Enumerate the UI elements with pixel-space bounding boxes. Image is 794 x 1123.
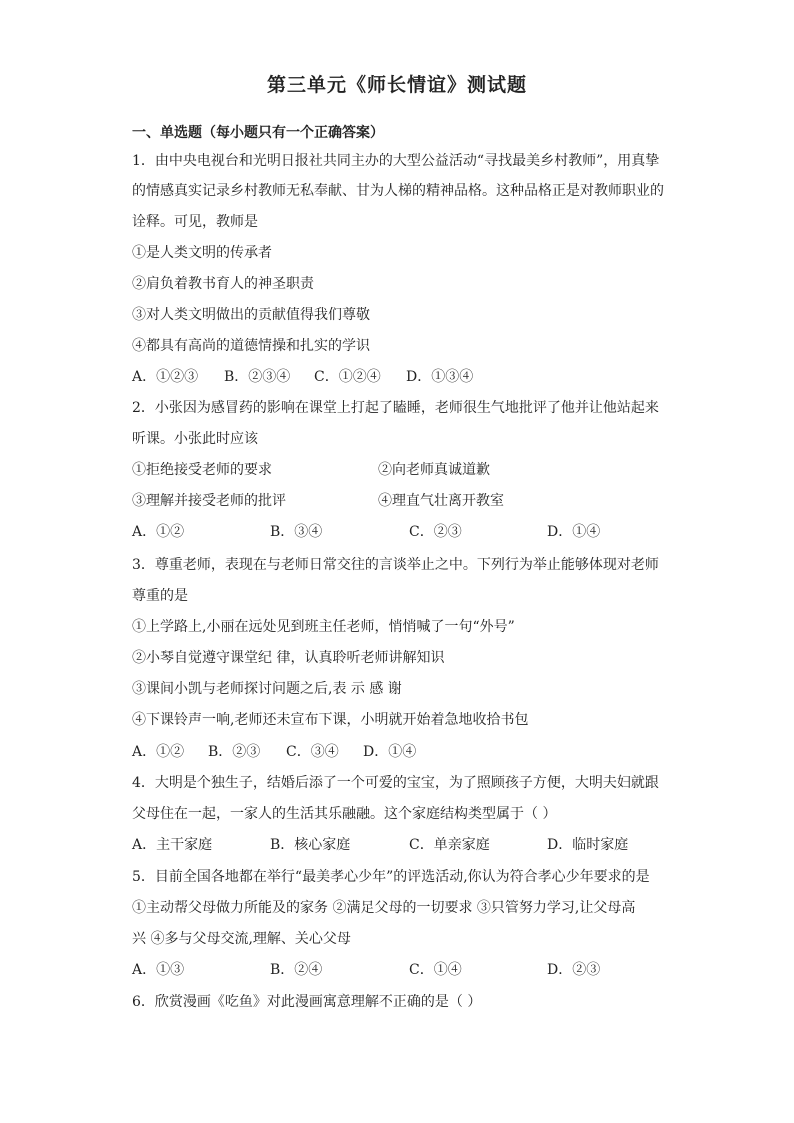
question-5-option-d: D．②③ xyxy=(547,962,601,978)
question-2-option-a: A．①② xyxy=(132,524,185,540)
question-1-line-2: 的情感真实记录乡村教师无私奉献、甘为人梯的精神品格。这种品格正是对教师职业的 xyxy=(132,183,664,199)
question-1-line-3: 诠释。可见，教师是 xyxy=(132,214,258,230)
question-1-option-c: C．①②④ xyxy=(314,369,381,385)
question-4-option-b: B．核心家庭 xyxy=(270,837,351,853)
question-3-option-d: D．①④ xyxy=(363,744,417,760)
question-3-line-2: 尊重的是 xyxy=(132,588,188,604)
question-1-option-a: A．①②③ xyxy=(132,369,199,385)
section-heading: 一、单选题（每小题只有一个正确答案） xyxy=(132,125,384,141)
question-5-option-a: A．①③ xyxy=(132,962,185,978)
question-4-option-c: C．单亲家庭 xyxy=(409,837,490,853)
question-5-option-b: B．②④ xyxy=(270,962,323,978)
question-3-item-2: ②小琴自觉遵守课堂纪 律，认真聆听老师讲解知识 xyxy=(132,650,445,666)
question-2-item-1: ①拒绝接受老师的要求 xyxy=(132,462,272,478)
question-2-line-2: 听课。小张此时应该 xyxy=(132,431,258,447)
question-4-line-1: 4．大明是个独生子，结婚后添了一个可爱的宝宝，为了照顾孩子方便，大明夫妇就跟 xyxy=(132,775,659,791)
question-1-option-b: B．②③④ xyxy=(224,369,291,385)
question-5-line-1: 5．目前全国各地都在举行“最美孝心少年”的评选活动,你认为符合孝心少年要求的是 xyxy=(132,869,650,885)
question-2-option-b: B．③④ xyxy=(270,524,323,540)
question-1-item-1: ①是人类文明的传承者 xyxy=(132,245,272,261)
question-6-line-1: 6．欣赏漫画《吃鱼》对此漫画寓意理解不正确的是（ ） xyxy=(132,994,482,1010)
question-5-line-3: 兴 ④多与父母交流,理解、关心父母 xyxy=(132,931,351,947)
question-4-option-d: D．临时家庭 xyxy=(547,837,629,853)
question-2-option-d: D．①④ xyxy=(547,524,601,540)
question-2-item-2: ②向老师真诚道歉 xyxy=(378,462,490,478)
question-1-item-4: ④都具有高尚的道德情操和扎实的学识 xyxy=(132,338,370,354)
question-2-option-c: C．②③ xyxy=(409,524,462,540)
question-5-line-2: ①主动帮父母做力所能及的家务 ②满足父母的一切要求 ③只管努力学习,让父母高 xyxy=(132,900,636,916)
question-2-items-row-2 xyxy=(132,491,672,511)
question-3-line-1: 3．尊重老师，表现在与老师日常交往的言谈举止之中。下列行为举止能够体现对老师 xyxy=(132,557,659,573)
question-2-item-4: ④理直气壮离开教室 xyxy=(378,493,504,509)
question-5-option-c: C．①④ xyxy=(409,962,462,978)
question-1-item-3: ③对人类文明做出的贡献值得我们尊敬 xyxy=(132,307,370,323)
question-5-options xyxy=(132,960,672,980)
question-1-item-2: ②肩负着教书育人的神圣职责 xyxy=(132,276,314,292)
question-3-item-1: ①上学路上,小丽在远处见到班主任老师，悄悄喊了一句“外号” xyxy=(132,619,515,635)
question-3-option-c: C．③④ xyxy=(286,744,339,760)
question-1-options xyxy=(132,367,672,387)
question-2-options xyxy=(132,522,672,542)
page-title: 第三单元《师长情谊》测试题 xyxy=(266,74,527,96)
question-1-line-1: 1．由中央电视台和光明日报社共同主办的大型公益活动“寻找最美乡村教师”，用真挚 xyxy=(132,153,660,169)
question-4-line-2: 父母住在一起，一家人的生活其乐融融。这个家庭结构类型属于（ ） xyxy=(132,806,557,822)
question-1-option-d: D．①③④ xyxy=(406,369,474,385)
question-2-items-row-1 xyxy=(132,460,672,480)
question-4-options xyxy=(132,835,672,855)
question-3-options xyxy=(132,742,672,762)
question-3-option-a: A．①② xyxy=(132,744,185,760)
question-3-item-4: ④下课铃声一响,老师还未宣布下课，小明就开始着急地收拾书包 xyxy=(132,712,529,728)
question-3-item-3: ③课间小凯与老师探讨问题之后,表 示 感 谢 xyxy=(132,681,402,697)
question-2-item-3: ③理解并接受老师的批评 xyxy=(132,493,286,509)
question-2-line-1: 2．小张因为感冒药的影响在课堂上打起了瞌睡，老师很生气地批评了他并让他站起来 xyxy=(132,400,659,416)
question-3-option-b: B．②③ xyxy=(208,744,261,760)
question-4-option-a: A．主干家庭 xyxy=(132,837,213,853)
